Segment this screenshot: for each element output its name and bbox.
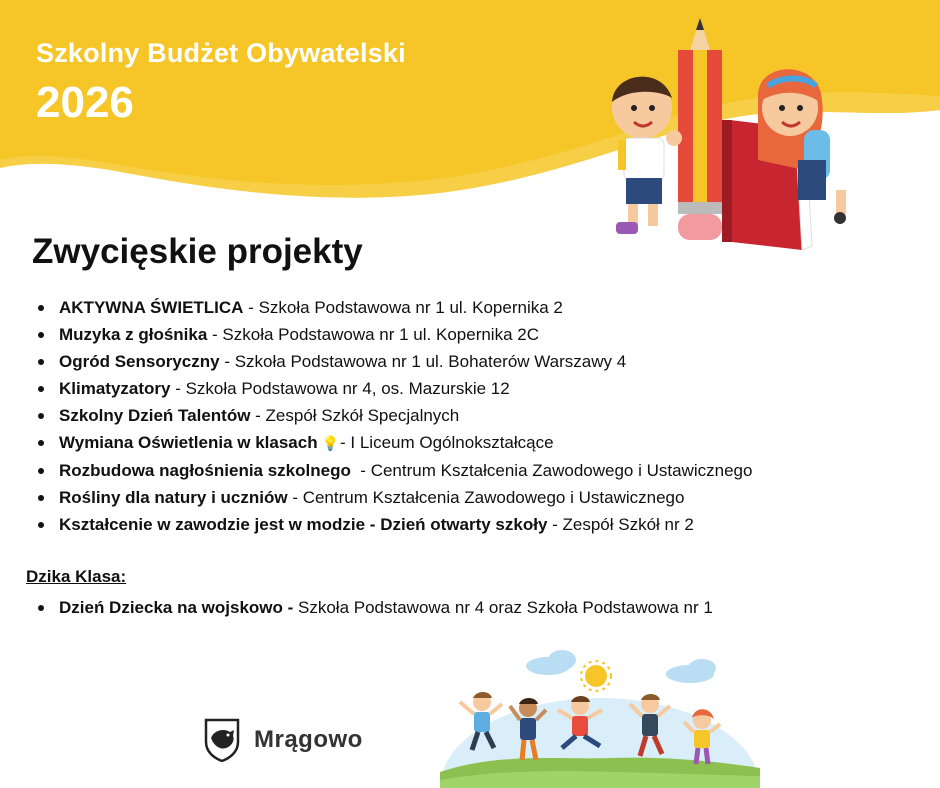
wild-class-list — [34, 594, 713, 621]
project-name: Rozbudowa nagłośnienia szkolnego — [59, 461, 351, 480]
header-year: 2026 — [36, 78, 134, 127]
winning-projects-list — [34, 294, 752, 538]
kids-pencil-book-illustration — [590, 10, 860, 255]
list-item — [34, 375, 752, 402]
list-item — [34, 457, 752, 484]
list-item — [34, 321, 752, 348]
project-name: Szkolny Dzień Talentów — [59, 406, 251, 425]
project-name: Ogród Sensoryczny — [59, 352, 220, 371]
mragowo-coat-of-arms-icon — [204, 718, 240, 762]
project-name: Rośliny dla natury i uczniów — [59, 488, 288, 507]
list-item — [34, 294, 752, 321]
wild-class-label: Dzika Klasa: — [26, 567, 127, 586]
project-school: - Zespół Szkół Specjalnych — [250, 406, 460, 425]
project-name: Wymiana Oświetlenia w klasach — [59, 433, 318, 452]
project-name: Muzyka z głośnika — [59, 325, 208, 344]
logo-text: Mrągowo — [254, 726, 363, 753]
list-item — [34, 594, 713, 621]
list-item — [34, 429, 752, 457]
project-name: Klimatyzatory — [59, 379, 171, 398]
project-name: AKTYWNA ŚWIETLICA — [59, 298, 244, 317]
project-school: - I Liceum Ogólnokształcące — [340, 433, 554, 452]
project-school: - Szkoła Podstawowa nr 1 ul. Kopernika 2 — [243, 298, 563, 317]
project-school: - Zespół Szkół nr 2 — [547, 515, 694, 534]
project-name: Dzień Dziecka na wojskowo - — [59, 598, 294, 617]
list-item — [34, 348, 752, 375]
mragowo-logo — [204, 718, 363, 762]
project-school: - Szkoła Podstawowa nr 4, os. Mazurskie 12 — [170, 379, 510, 398]
project-school: Szkoła Podstawowa nr 4 oraz Szkoła Podstawowa nr 1 — [293, 598, 713, 617]
project-name: Kształcenie w zawodzie jest w modzie - Dzień otwarty szkoły — [59, 515, 548, 534]
light-bulb-icon: 💡 — [321, 435, 340, 451]
list-item — [34, 402, 752, 429]
project-school: - Szkoła Podstawowa nr 1 ul. Bohaterów Warszawy 4 — [219, 352, 627, 371]
jumping-children-illustration — [440, 640, 760, 788]
header-title: Szkolny Budżet Obywatelski — [36, 38, 406, 68]
list-item — [34, 484, 752, 511]
project-school: - Szkoła Podstawowa nr 1 ul. Kopernika 2C — [207, 325, 539, 344]
list-item — [34, 511, 752, 538]
section-heading: Zwycięskie projekty — [32, 232, 363, 271]
project-school: - Centrum Kształcenia Zawodowego i Ustawicznego — [287, 488, 685, 507]
project-school: - Centrum Kształcenia Zawodowego i Ustawicznego — [350, 461, 753, 480]
